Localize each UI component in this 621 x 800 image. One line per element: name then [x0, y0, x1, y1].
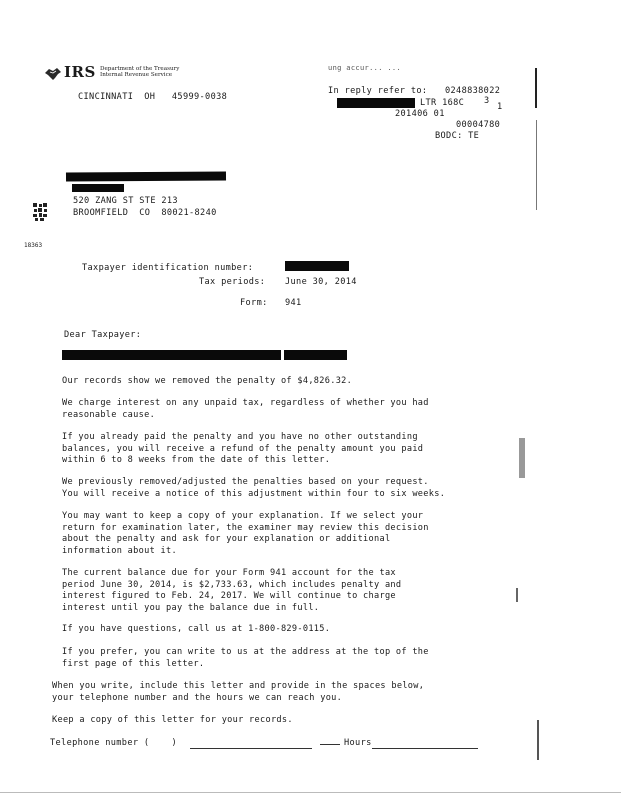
address-city: BROOMFIELD CO 80021-8240	[73, 208, 217, 218]
address-street: 520 ZANG ST STE 213	[73, 196, 178, 206]
form-label: Form:	[240, 298, 268, 308]
sequence-number: 00004780	[456, 120, 501, 130]
irs-wordmark: IRS	[64, 63, 96, 81]
telephone-field[interactable]	[190, 748, 312, 749]
bodc-code: BODC: TE	[435, 131, 480, 141]
letter-code-suffix: 3	[484, 96, 490, 106]
redaction	[66, 171, 226, 181]
hours-label: Hours	[344, 738, 372, 748]
hours-field[interactable]	[372, 748, 478, 749]
reply-label: In reply refer to:	[328, 86, 428, 96]
telephone-label: Telephone number ( )	[50, 738, 178, 748]
body-paragraph: If you already paid the penalty and you have no other outstanding balances, you will receive a refund of the penalty amount you paid within 6 to 8 weeks from the date of this letter.	[62, 432, 424, 465]
letter-code-suffix2: 1	[497, 102, 503, 112]
tax-period-code: 201406 01	[395, 109, 445, 119]
scan-artifact	[535, 68, 537, 108]
side-number: 18363	[24, 242, 43, 249]
reference-number: 0248838022	[445, 86, 501, 96]
body-paragraph: If you have questions, call us at 1-800-829-0115.	[62, 624, 331, 634]
body-paragraph: Keep a copy of this letter for your records.	[52, 715, 293, 725]
scan-artifact	[0, 792, 621, 793]
redaction	[62, 350, 281, 360]
scan-artifact	[536, 120, 537, 210]
dash-separator	[320, 744, 340, 745]
body-paragraph: We charge interest on any unpaid tax, regardless of whether you had reasonable cause.	[62, 398, 429, 420]
redaction	[337, 98, 415, 108]
form-value: 941	[285, 298, 302, 308]
scan-artifact	[537, 720, 539, 760]
tin-label: Taxpayer identification number:	[82, 263, 254, 273]
body-paragraph: We previously removed/adjusted the penalties based on your request. You will receive a notice of this adjustment within four to six weeks.	[62, 477, 446, 499]
eagle-emblem-icon	[44, 65, 62, 81]
body-paragraph: Our records show we removed the penalty of $4,826.32.	[62, 376, 353, 386]
top-right-fragment: ung accur... ...	[328, 64, 402, 72]
dept-label: Department of the Treasury Internal Revenue Service	[100, 66, 180, 78]
tax-period-value: June 30, 2014	[285, 277, 357, 287]
barcode-icon	[33, 203, 47, 221]
salutation: Dear Taxpayer:	[64, 330, 142, 340]
body-paragraph: If you prefer, you can write to us at the address at the top of the first page of this letter.	[62, 647, 429, 669]
body-paragraph: When you write, include this letter and provide in the spaces below, your telephone number and the hours we can reach you.	[52, 681, 425, 703]
scan-artifact	[519, 438, 525, 478]
scan-artifact	[516, 588, 518, 602]
redaction	[284, 350, 347, 360]
body-paragraph: The current balance due for your Form 941 account for the tax period June 30, 2014, is $2,733.63, which includes penalty and interest figured to Feb. 24, 2017. We will continue to charge interest until you pay the balance due in full.	[62, 568, 402, 613]
letter-code: LTR 168C	[420, 98, 465, 108]
return-city: CINCINNATI OH 45999-0038	[78, 92, 228, 102]
redaction	[285, 261, 349, 271]
body-paragraph: You may want to keep a copy of your explanation. If we select your return for examination later, the examiner may review this decision about the penalty and ask for your explanation or additional information about it.	[62, 511, 429, 556]
redaction	[72, 184, 124, 192]
tax-period-label: Tax periods:	[199, 277, 266, 287]
